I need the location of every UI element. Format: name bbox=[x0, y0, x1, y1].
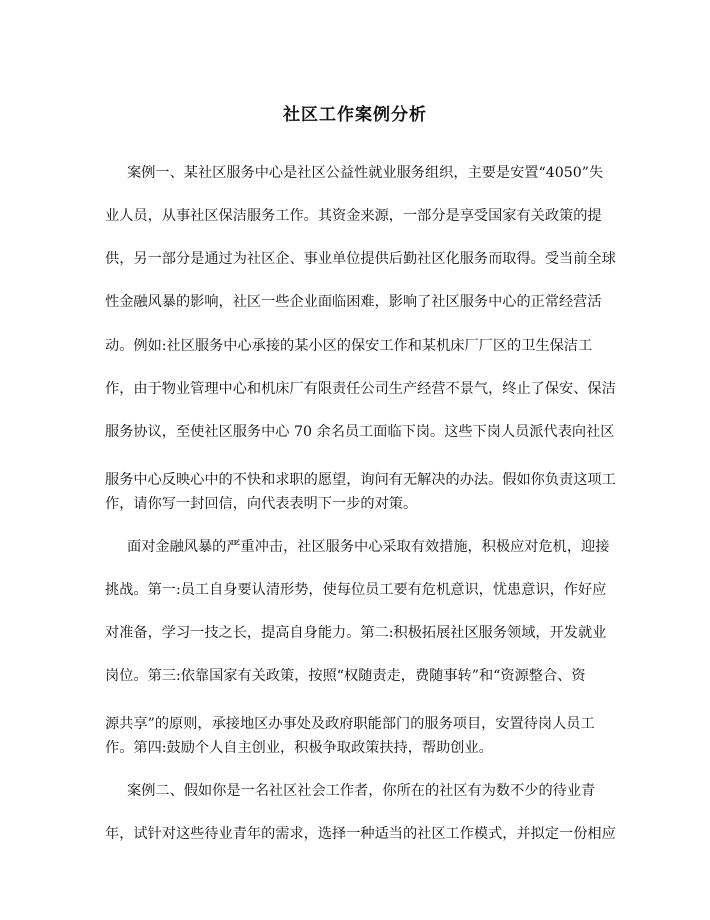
case1-line-5: 动。例如:社区服务中心承接的某小区的保安工作和某机床厂厂区的卫生保洁工 bbox=[105, 338, 593, 354]
case2-line-2: 年，试针对这些待业青年的需求，选择一种适当的社区工作模式，并拟定一份相应 bbox=[105, 826, 616, 842]
case2-line-1: 案例二、假如你是一名社区社会工作者，你所在的社区有为数不少的待业青 bbox=[127, 783, 596, 799]
case1-line-1: 案例一、某社区服务中心是社区公益性就业服务组织，主要是安置“4050”失 bbox=[127, 165, 604, 181]
case1-line-6: 作，由于物业管理中心和机床厂有限责任公司生产经营不景气，终止了保安、保洁 bbox=[105, 381, 616, 397]
answer1-line-5: 源共享”的原则，承接地区办事处及政府职能部门的服务项目，安置待岗人员工 bbox=[105, 716, 595, 732]
answer1-line-1: 面对金融风暴的严重冲击，社区服务中心采取有效措施，积极应对危机，迎接 bbox=[127, 539, 610, 555]
answer1-line-2: 挑战。第一:员工自身要认清形势，使每位员工要有危机意识，忧患意识，作好应 bbox=[105, 582, 607, 598]
case1-line-7: 服务协议，至使社区服务中心 70 余名员工面临下岗。这些下岗人员派代表向社区 bbox=[105, 424, 615, 440]
answer1-line-3: 对准备，学习一技之长，提高自身能力。第二:积极拓展社区服务领域，开发就业 bbox=[105, 625, 607, 641]
case1-line-3: 供，另一部分是通过为社区企、事业单位提供后勤社区化服务而取得。受当前全球 bbox=[105, 251, 616, 267]
case1-line-4: 性金融风暴的影响，社区一些企业面临困难，影响了社区服务中心的正常经营活 bbox=[105, 294, 602, 310]
case1-line-2: 业人员，从事社区保洁服务工作。其资金来源，一部分是享受国家有关政策的提 bbox=[105, 208, 602, 224]
answer1-line-4: 岗位。第三:依靠国家有关政策，按照“权随责走，费随事转”和“资源整合、资 bbox=[105, 668, 586, 684]
document-title: 社区工作案例分析 bbox=[283, 105, 427, 125]
answer1-line-6: 作。第四:鼓励个人自主创业，积极争取政策扶持，帮助创业。 bbox=[105, 740, 493, 756]
case1-line-8: 服务中心反映心中的不快和求职的愿望，询问有无解决的办法。假如你负责这项工 bbox=[105, 472, 616, 488]
case1-line-9: 作，请你写一封回信，向代表表明下一步的对策。 bbox=[105, 496, 418, 512]
